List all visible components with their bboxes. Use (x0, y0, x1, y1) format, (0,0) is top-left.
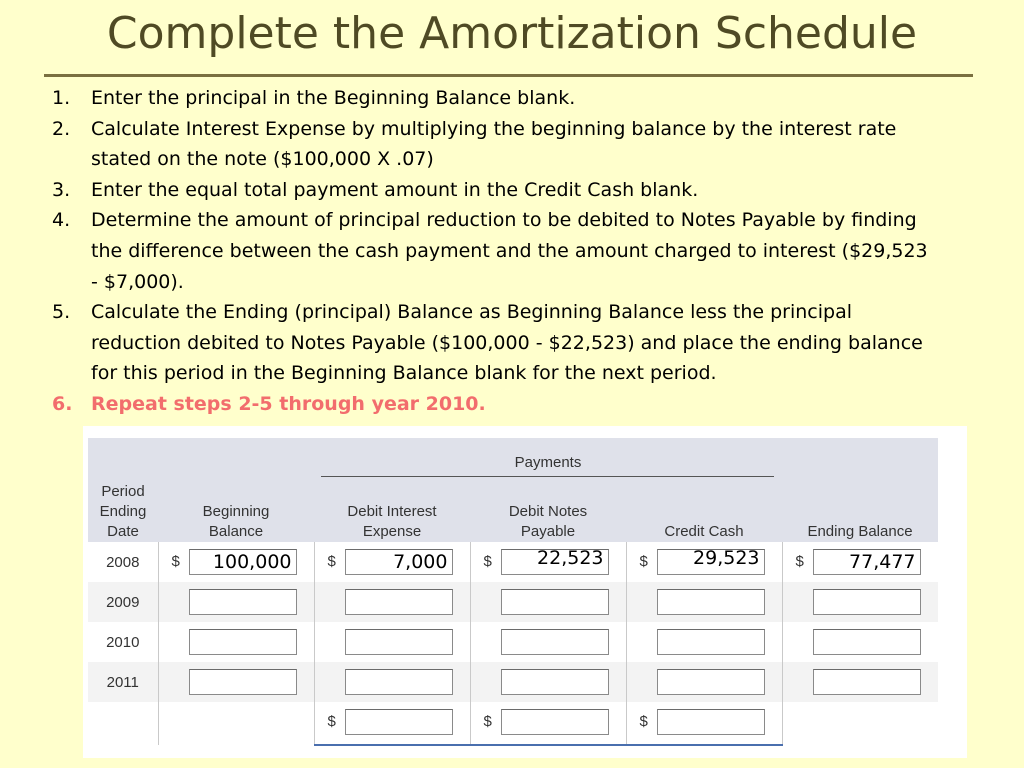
period-year: 2010 (88, 622, 158, 662)
currency-symbol: $ (639, 553, 648, 570)
step-number: 2. (52, 117, 71, 140)
col-header-notes (470, 478, 626, 542)
currency-symbol: $ (171, 553, 180, 570)
header-spacer (782, 438, 938, 478)
step-item (52, 83, 932, 114)
col-header-ending (782, 478, 938, 542)
col-header-notes-text: Debit Notes Payable (508, 503, 588, 540)
col-header-ending-text: Ending Balance (807, 523, 913, 540)
col-header-beginning (158, 478, 314, 542)
notes-input-2008[interactable] (501, 549, 609, 575)
col-header-interest (314, 478, 470, 542)
header-spacer (158, 438, 314, 478)
total-notes-input[interactable] (501, 709, 609, 735)
cash-input-2010[interactable] (657, 629, 765, 655)
step-number: 6. (52, 392, 73, 415)
step-item (52, 297, 932, 389)
beginning-input-2010[interactable] (189, 629, 297, 655)
table-row (88, 542, 938, 582)
beginning-value: 100,000 (212, 551, 292, 573)
period-year: 2009 (88, 582, 158, 622)
title-divider (44, 74, 973, 77)
header-spacer (88, 438, 158, 478)
currency-symbol: $ (483, 553, 492, 570)
amortization-panel (83, 426, 967, 758)
notes-input-2010[interactable] (501, 629, 609, 655)
step-number: 1. (52, 87, 71, 109)
step-text: Calculate the Ending (principal) Balance as Beginning Balance less the principal reduction debited to Notes Payable ($100,000 - $22,523) and place the ending balance for this period in the Beginning Balance blank for the next period. (91, 301, 923, 385)
step-number: 3. (52, 178, 71, 201)
currency-symbol: $ (327, 553, 336, 570)
interest-input-2010[interactable] (345, 629, 453, 655)
interest-value: 7,000 (393, 551, 448, 573)
table-row (88, 622, 938, 662)
period-year: 2011 (88, 662, 158, 702)
currency-symbol: $ (639, 713, 648, 730)
step-item-highlighted (52, 389, 932, 420)
ending-input-2011[interactable] (813, 669, 921, 695)
ending-input-2008[interactable] (813, 549, 921, 575)
beginning-input-2011[interactable] (189, 669, 297, 695)
step-item (52, 175, 932, 206)
beginning-input-2009[interactable] (189, 589, 297, 615)
step-text: Enter the equal total payment amount in the Credit Cash blank. (91, 178, 699, 201)
col-header-period-text: Period Ending Date (99, 483, 147, 540)
table-row (88, 662, 938, 702)
beginning-input-2008[interactable] (189, 549, 297, 575)
col-header-beginning-text: Beginning Balance (202, 503, 270, 540)
instruction-list (52, 83, 932, 420)
cash-value: 29,523 (693, 547, 760, 569)
ending-input-2010[interactable] (813, 629, 921, 655)
totals-row (88, 702, 938, 745)
col-header-cash (626, 478, 782, 542)
notes-input-2011[interactable] (501, 669, 609, 695)
currency-symbol: $ (327, 713, 336, 730)
step-text: Enter the principal in the Beginning Balance blank. (91, 87, 576, 109)
amortization-table (88, 438, 938, 746)
col-header-period (88, 478, 158, 542)
payments-group-header (314, 438, 782, 478)
payments-label: Payments (514, 454, 582, 471)
cash-input-2011[interactable] (657, 669, 765, 695)
currency-symbol: $ (483, 713, 492, 730)
step-text: Determine the amount of principal reduction to be debited to Notes Payable by finding the difference between the cash payment and the amount charged to interest ($29,523 - $7,000). (91, 209, 928, 293)
cash-input-2008[interactable] (657, 549, 765, 575)
cash-input-2009[interactable] (657, 589, 765, 615)
col-header-cash-text: Credit Cash (664, 523, 744, 540)
step-number: 5. (52, 301, 71, 324)
step-item (52, 205, 932, 297)
step-text: Repeat steps 2-5 through year 2010. (91, 392, 486, 415)
notes-input-2009[interactable] (501, 589, 609, 615)
interest-input-2011[interactable] (345, 669, 453, 695)
table-row (88, 582, 938, 622)
interest-input-2009[interactable] (345, 589, 453, 615)
ending-input-2009[interactable] (813, 589, 921, 615)
step-number: 4. (52, 209, 71, 232)
step-text: Calculate Interest Expense by multiplying the beginning balance by the interest rate stated on the note ($100,000 X .07) (91, 117, 897, 171)
total-interest-input[interactable] (345, 709, 453, 735)
period-year: 2008 (88, 542, 158, 582)
notes-value: 22,523 (537, 547, 604, 569)
ending-value: 77,477 (849, 551, 916, 573)
total-cash-input[interactable] (657, 709, 765, 735)
page-title: Complete the Amortization Schedule (106, 8, 918, 59)
interest-input-2008[interactable] (345, 549, 453, 575)
payments-underline (321, 476, 774, 477)
currency-symbol: $ (795, 553, 804, 570)
step-item (52, 114, 932, 175)
col-header-interest-text: Debit Interest Expense (347, 503, 437, 540)
